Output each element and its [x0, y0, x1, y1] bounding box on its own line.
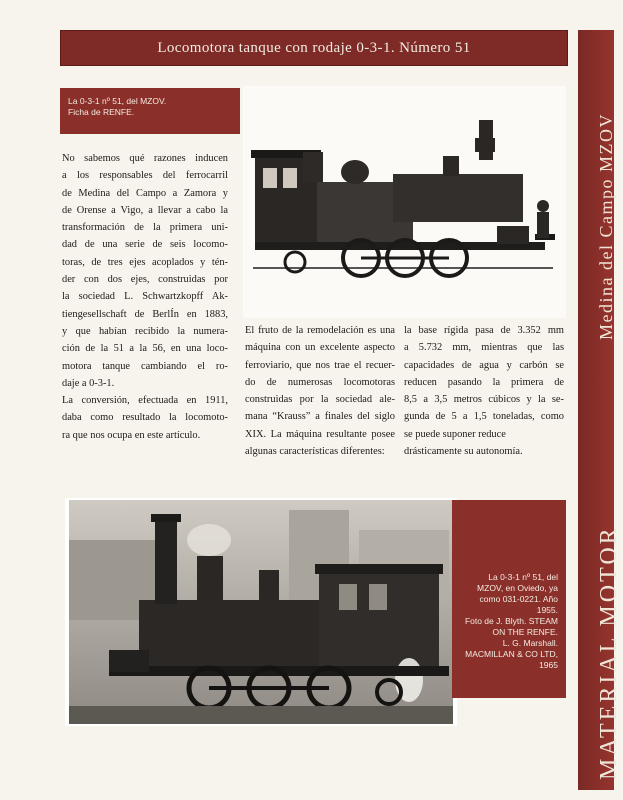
text-line: ferroviario, que nos trae el recuer- [245, 359, 395, 371]
text-line: mana “Krauss” a finales del siglo [245, 411, 395, 423]
text-line: 8,5 a 3,5 metros cúbicos y la se- [404, 394, 564, 406]
text-line: La conversión, efectuada en 1911, [62, 395, 228, 407]
locomotive-station-image [69, 500, 453, 724]
text-column-3 [404, 322, 564, 460]
text-column-1 [62, 150, 228, 444]
text-line: gunda de 5 a 1,5 toneladas, como [404, 411, 564, 423]
text-line: se puede suponer reduce [404, 428, 506, 440]
series-title: Medina del Campo MZOV [596, 113, 616, 340]
text-line: toras, de tres ejes acoplados y tén- [62, 256, 228, 268]
caption-bottom [452, 500, 566, 698]
caption-bottom-line: L. G. Marshall. [502, 638, 558, 648]
text-line: a los responsables del ferrocarril [62, 170, 228, 182]
text-line: construidas por la sociedad ale- [245, 394, 395, 406]
locomotive-side-view-image [243, 86, 566, 318]
text-line: daba como resultado la locomoto- [62, 412, 228, 424]
locomotive-oviedo-photo [65, 498, 457, 726]
locomotive-drawing-photo [243, 86, 566, 318]
text-line: de Medina del Campo a Zamora y [62, 187, 228, 199]
text-line: y que habían recibido la numera- [62, 325, 228, 337]
page-title: Locomotora tanque con rodaje 0-3-1. Número 51 [157, 39, 471, 56]
text-line: daje a 0-3-1. [62, 377, 115, 389]
text-column-2 [245, 322, 395, 460]
text-line: der con dos ejes, construidas por [62, 274, 228, 286]
text-line: de Orense a Vigo, a llevar a cabo la [62, 204, 228, 216]
caption-bottom-line: MZOV, en Oviedo, ya [477, 583, 558, 593]
text-line: máquina con un excelente aspecto [245, 342, 395, 354]
text-line: drásticamente su autonomía. [404, 446, 523, 458]
text-line: ción de la 51 a la 56, en una loco- [62, 343, 228, 355]
text-line: la base rígida pasa de 3.352 mm [404, 325, 564, 336]
caption-top-line: La 0-3-1 nº 51, del MZOV. [68, 96, 167, 106]
caption-bottom-line: ON THE RENFE. [492, 627, 558, 637]
caption-top [60, 88, 240, 134]
text-line: capacidades de agua y carbón se [404, 359, 564, 371]
caption-bottom-line: 1955. [536, 605, 558, 615]
caption-bottom-line: MACMILLAN & CO LTD, [465, 649, 558, 659]
text-line: dad de una serie de seis locomo- [62, 239, 228, 251]
caption-bottom-line: Foto de J. Blyth. STEAM [464, 616, 558, 626]
text-line: reducen pasando la primera de [404, 376, 564, 388]
text-line: do de numerosas locomotoras [245, 376, 395, 388]
caption-bottom-line: La 0-3-1 nº 51, del [488, 572, 558, 582]
text-line: tiengesellschaft de BerlÍn en 1883, [62, 308, 228, 320]
text-line: ra que nos ocupa en este artículo. [62, 429, 201, 441]
caption-top-line: Ficha de RENFE. [68, 107, 135, 117]
section-title: MATERIAL MOTOR [596, 525, 622, 780]
text-line: a 5.732 mm, mientras que las [404, 342, 564, 354]
caption-bottom-line: 1965 [539, 660, 558, 670]
text-line: motora tanque cambiando el ro- [62, 360, 228, 372]
text-line: algunas características diferentes: [245, 446, 385, 458]
text-line: El fruto de la remodelación es una [245, 325, 395, 336]
text-line: No sabemos qué razones inducen [62, 153, 228, 164]
text-line: transformación de la primera uni- [62, 222, 228, 234]
caption-bottom-line: como 031-0221. Año [479, 594, 558, 604]
text-line: la sociedad L. Schwartzkopff Ak- [62, 291, 228, 303]
header-band [60, 30, 568, 66]
text-line: XIX. La máquina resultante posee [245, 428, 395, 440]
